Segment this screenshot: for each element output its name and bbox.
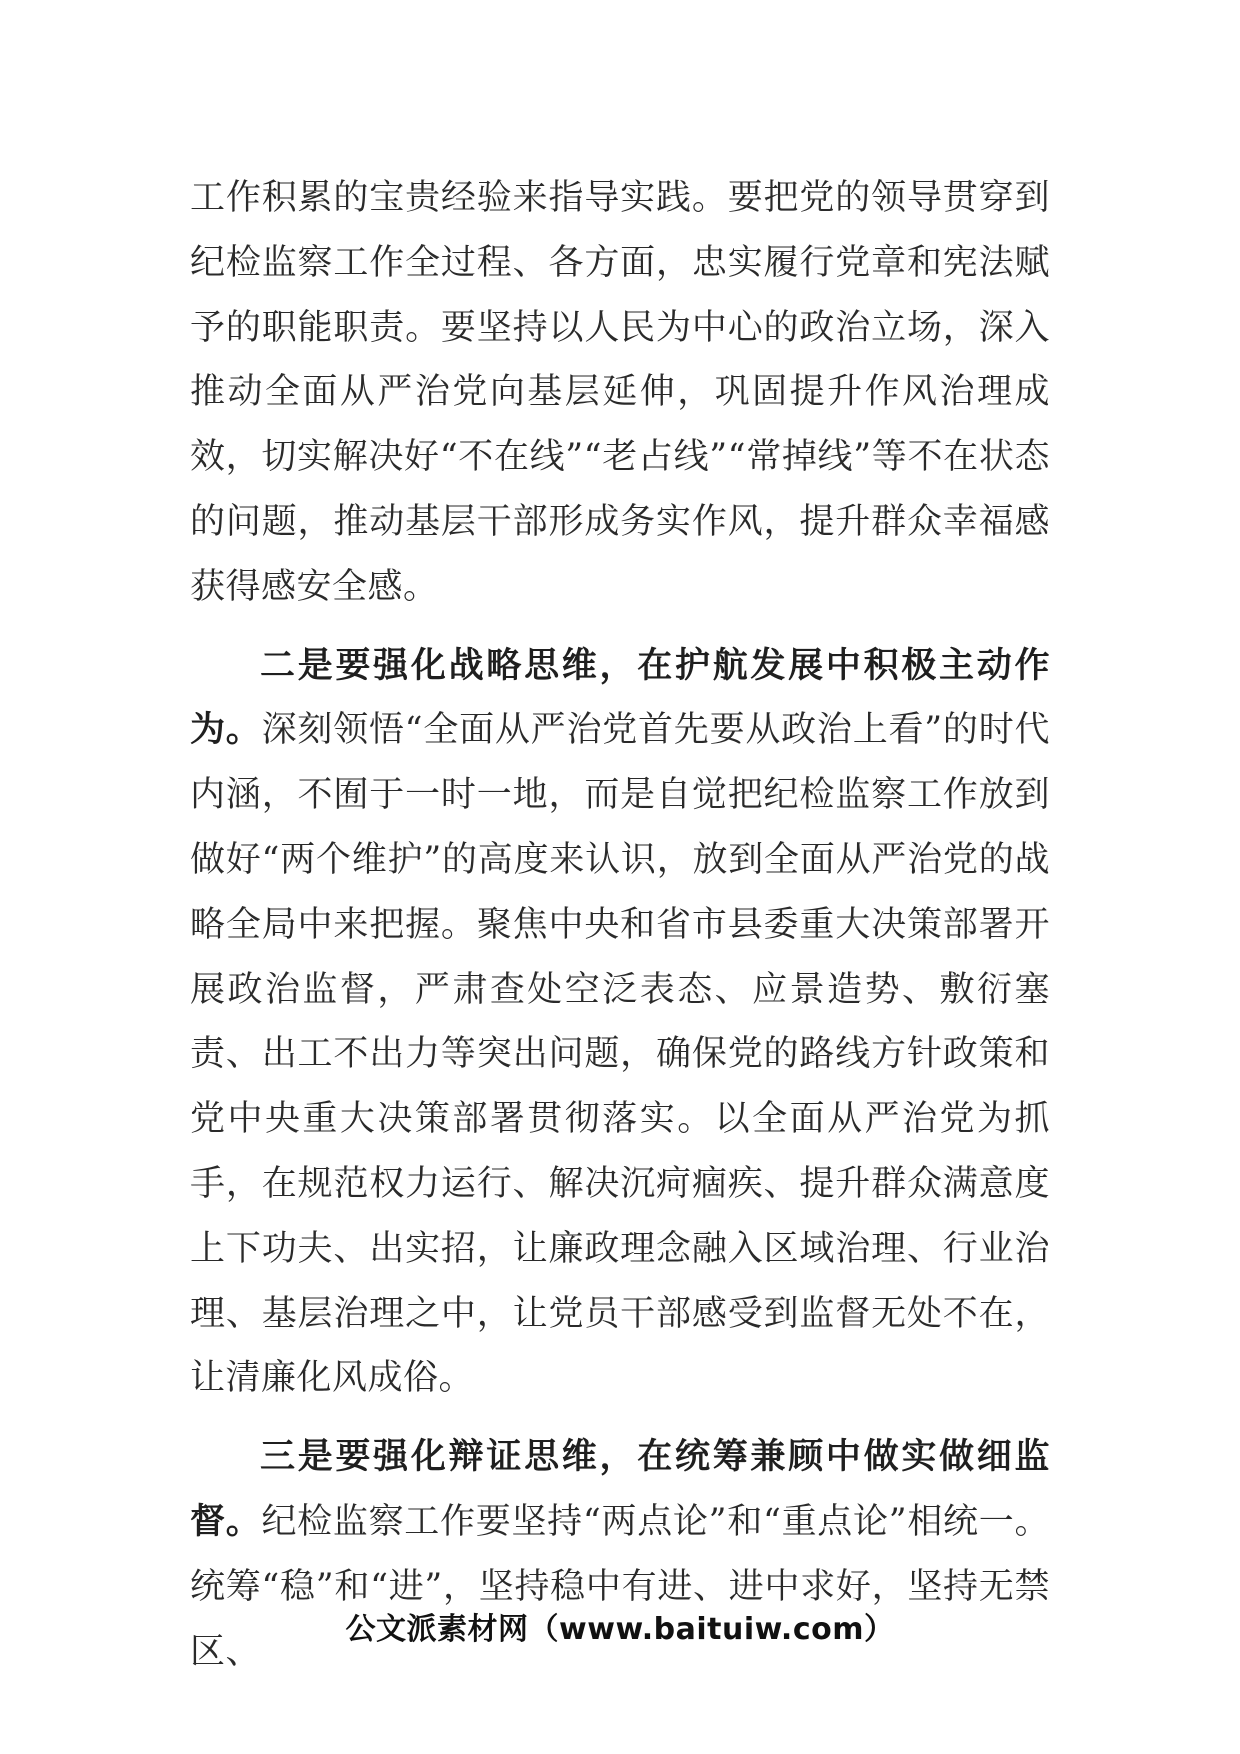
paragraph-heading: 二是要强化战略思维，在护航发展中积极主动作为。 — [190, 644, 1050, 751]
paragraph-text: 深刻领悟“全面从严治党首先要从政治上看”的时代内涵，不囿于一时一地，而是自觉把纪检监察工作放到做好“两个维护”的高度来认识，放到全面从严治党的战略全局中来把握。聚焦中央和省市县委重大决策部署开展政治监督，严肃查处空泛表态、应景造势、敷衍塞责、出工不出力等突出问题，确保党的路线方针政策和党中央重大决策部署贯彻落实。以全面从严治党为抓手，在规范权力运行、解决沉疴痼疾、提升群众满意度上下功夫、出实招，让廉政理念融入区域治理、行业治理、基层治理之中，让党员干部感受到监督无处不在，让清廉化风成俗。 — [190, 710, 1050, 1399]
paragraph-text: 纪检监察工作要坚持“两点论”和“重点论”相统一。统筹“稳”和“进”，坚持稳中有进、进中求好，坚持无禁区、 — [190, 1501, 1050, 1672]
paragraph-strategic-thinking — [190, 634, 1050, 1412]
page-footer-source: 公文派素材网（www.baituiw.com） — [345, 1612, 895, 1647]
document-body — [190, 166, 1050, 1684]
paragraph-continuation — [190, 166, 1050, 620]
paragraph-heading: 三是要强化辩证思维，在统筹兼顾中做实做细监督。 — [190, 1436, 1050, 1542]
paragraph-text: 工作积累的宝贵经验来指导实践。要把党的领导贯穿到纪检监察工作全过程、各方面，忠实履行党章和宪法赋予的职能职责。要坚持以人民为中心的政治立场，深入推动全面从严治党向基层延伸，巩固提升作风治理成效，切实解决好“不在线”“老占线”“常掉线”等不在状态的问题，推动基层干部形成务实作风，提升群众幸福感获得感安全感。 — [190, 178, 1050, 607]
